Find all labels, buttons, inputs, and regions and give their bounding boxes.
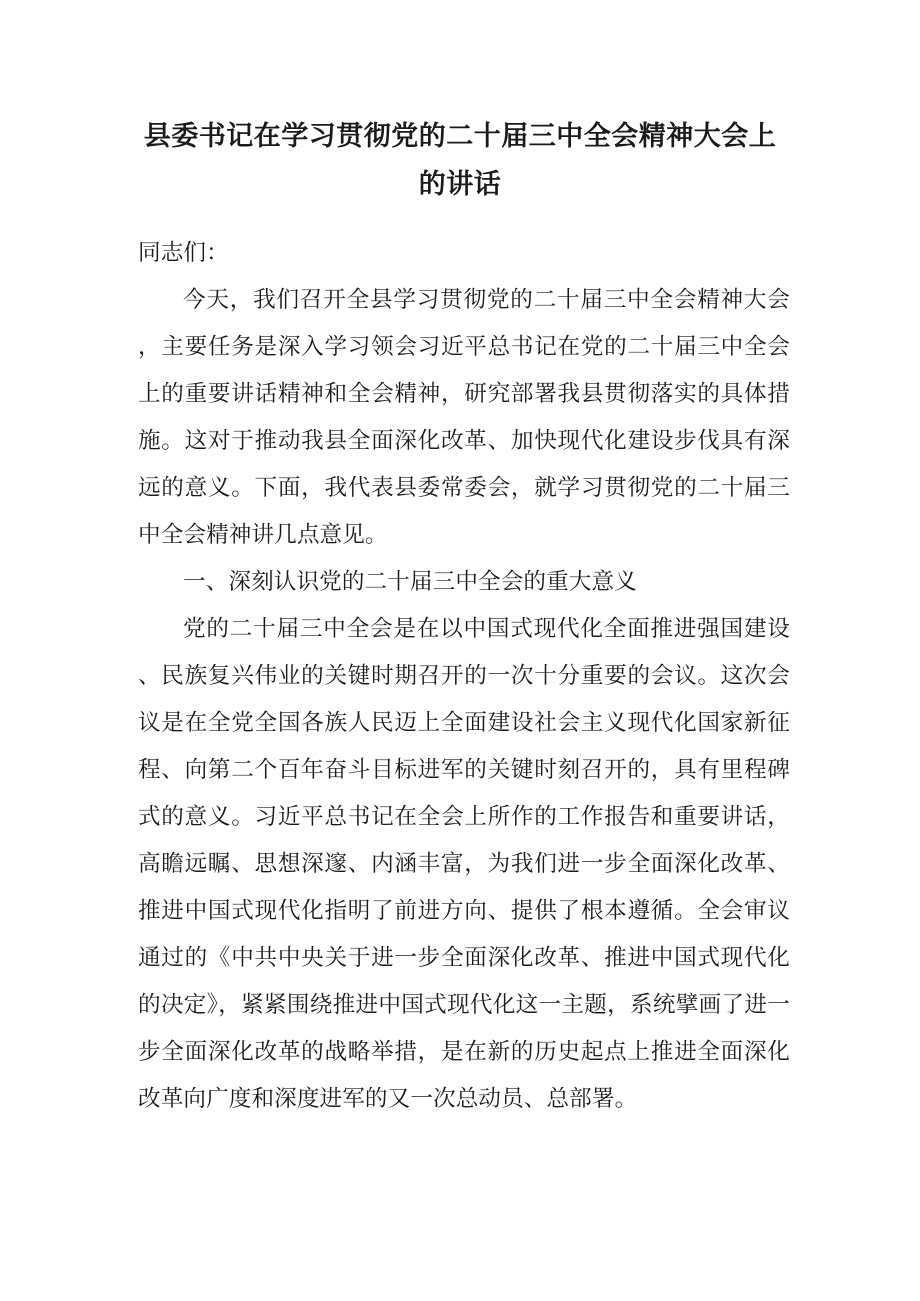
paragraph-intro: 今天，我们召开全县学习贯彻党的二十届三中全会精神大会，主要任务是深入学习领会习近平总书记在党的二十届三中全会上的重要讲话精神和全会精神，研究部署我县贯彻落实的具体措施。这对于推动我县全面深化改革、加快现代化建设步伐具有深远的意义。下面，我代表县委常委会，就学习贯彻党的二十届三中全会精神讲几点意见。 <box>138 287 790 548</box>
document-body <box>138 230 790 1123</box>
document-title-line-2: 的讲话 <box>418 169 502 200</box>
document-title-line-1: 县委书记在学习贯彻党的二十届三中全会精神大会上 <box>143 121 777 152</box>
paragraph-significance: 党的二十届三中全会是在以中国式现代化全面推进强国建设、民族复兴伟业的关键时期召开的一次十分重要的会议。这次会议是在全党全国各族人民迈上全面建设社会主义现代化国家新征程、向第二个百年奋斗目标进军的关键时刻召开的，具有里程碑式的意义。习近平总书记在全会上所作的工作报告和重要讲话，高瞻远瞩、思想深邃、内涵丰富，为我们进一步全面深化改革、推进中国式现代化指明了前进方向、提供了根本遵循。全会审议通过的《中共中央关于进一步全面深化改革、推进中国式现代化的决定》，紧紧围绕推进中国式现代化这一主题，系统擘画了进一步全面深化改革的战略举措，是在新的历史起点上推进全面深化改革向广度和深度进军的又一次总动员、总部署。 <box>138 616 790 1112</box>
section-heading-1: 一、深刻认识党的二十届三中全会的重大意义 <box>183 569 637 595</box>
salutation: 同志们： <box>138 240 229 266</box>
